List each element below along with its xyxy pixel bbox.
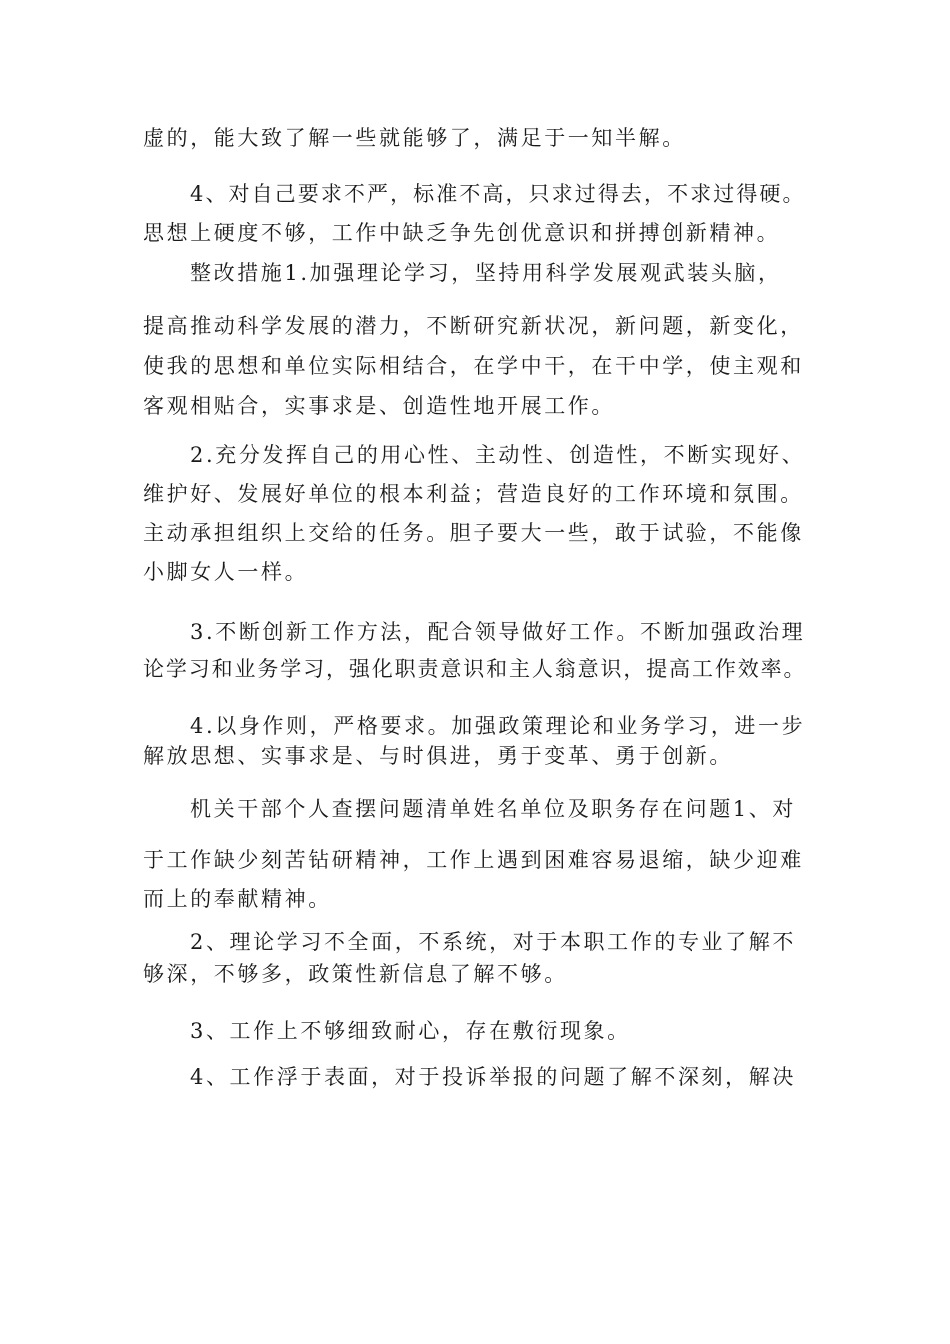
text-line: 客观相贴合，实事求是、创造性地开展工作。 [143,394,615,418]
text-line: 思想上硬度不够，工作中缺乏争先创优意识和拼搏创新精神。 [143,221,781,245]
text-line: 3.不断创新工作方法，配合领导做好工作。不断加强政治理 [190,620,806,644]
text-line: 论学习和业务学习，强化职责意识和主人翁意识，提高工作效率。 [143,657,807,681]
text-line: 4.以身作则，严格要求。加强政策理论和业务学习，进一步 [190,714,806,738]
text-line: 虚的，能大致了解一些就能够了，满足于一知半解。 [143,126,686,150]
text-line: 于工作缺少刻苦钻研精神，工作上遇到困难容易退缩，缺少迎难 [143,848,804,872]
text-line: 2.充分发挥自己的用心性、主动性、创造性，不断实现好、 [190,443,806,467]
text-line: 整改措施1.加强理论学习，坚持用科学发展观武装头脑， [190,261,782,285]
text-line: 2、理论学习不全面，不系统，对于本职工作的专业了解不 [190,930,796,954]
text-line: 主动承担组织上交给的任务。胆子要大一些，敢于试验，不能像 [143,521,804,545]
text-line: 4、对自己要求不严，标准不高，只求过得去，不求过得硬。 [190,182,806,206]
text-line: 够深，不够多，政策性新信息了解不够。 [143,962,568,986]
text-line: 3、工作上不够细致耐心，存在敷衍现象。 [190,1019,631,1043]
text-line: 维护好、发展好单位的根本利益；营造良好的工作环境和氛围。 [143,482,804,506]
text-line: 解放思想、实事求是、与时俱进，勇于变革、勇于创新。 [143,744,733,768]
text-line: 4、工作浮于表面，对于投诉举报的问题了解不深刻，解决 [190,1065,796,1089]
text-line: 使我的思想和单位实际相结合，在学中干，在干中学，使主观和 [143,354,804,378]
text-line: 小脚女人一样。 [143,560,309,584]
text-line: 机关干部个人查摆问题清单姓名单位及职务存在问题1、对 [190,797,796,821]
text-line: 提高推动科学发展的潜力，不断研究新状况，新问题，新变化， [143,314,804,338]
text-line: 而上的奉献精神。 [143,887,332,911]
